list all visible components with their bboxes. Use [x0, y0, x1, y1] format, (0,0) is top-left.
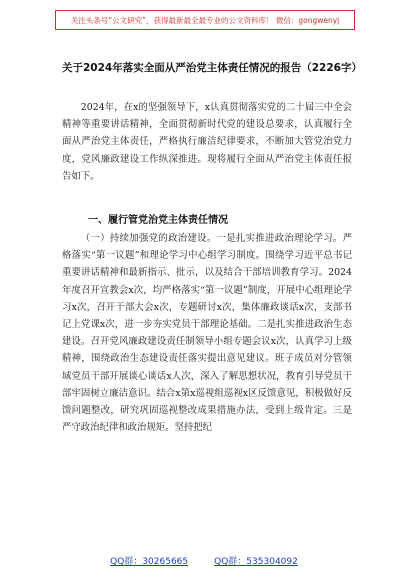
header-banner: 关注头条号“公文研究”，获得最新最全最专业的公文资料库！ 微信：gongwenyj	[55, 10, 355, 30]
section-heading: 一、履行管党治党主体责任情况	[88, 215, 228, 226]
footer	[0, 554, 408, 567]
qq-group-link-2[interactable]: QQ群：535304092	[214, 557, 298, 567]
intro-paragraph: 2024年，在x的坚强领导下，x认真贯彻落实党的二十届三中全会精神等重要讲话精神，全面贯彻新时代党的建设总要求，认真履行全面从严治党主体责任，严格执行廉洁纪律要求，不断加大管党治党力度，党风廉政建设工作纵深推进。现将履行全面从严治党主体责任报告如下。	[62, 102, 352, 182]
qq-group-link-1[interactable]: QQ群：30265665	[110, 557, 189, 567]
document-title: 关于2024年落实全面从严治党主体责任情况的报告（2226字）	[62, 62, 362, 74]
section-paragraph: （一）持续加强党的政治建设。一是扎实推进政治理论学习。严格落实“第一议题”和理论学习中心组学习制度。围绕学习近平总书记重要讲话精神和最新指示、批示，以及结合干部培训教育学习。2024年度召开宣教会x次，均严格落实“第一议题”制度，开展中心组理论学习x次，召开干部大会x次，专题研讨x次，集体廉政谈话x次，支部书记上党课x次，进一步夯实党员干部理论基础。二是扎实推进政治生态建设。召开党风廉政建设责任制领导小组专题会议x次，认真学习上级精神，围绕政治生态建设责任落实提出意见建议。班子成员对分管领域党员干部开展谈心谈话x人次，深入了解思想状况，教育引导党员干部牢固树立廉洁意识。结合x第x巡视组巡视x区反馈意见，积极做好反馈问题整改，研究巩固巡视整改成果措施办法，受到上级肯定。三是严守政治纪律和政治规矩。坚持把纪	[62, 233, 352, 434]
